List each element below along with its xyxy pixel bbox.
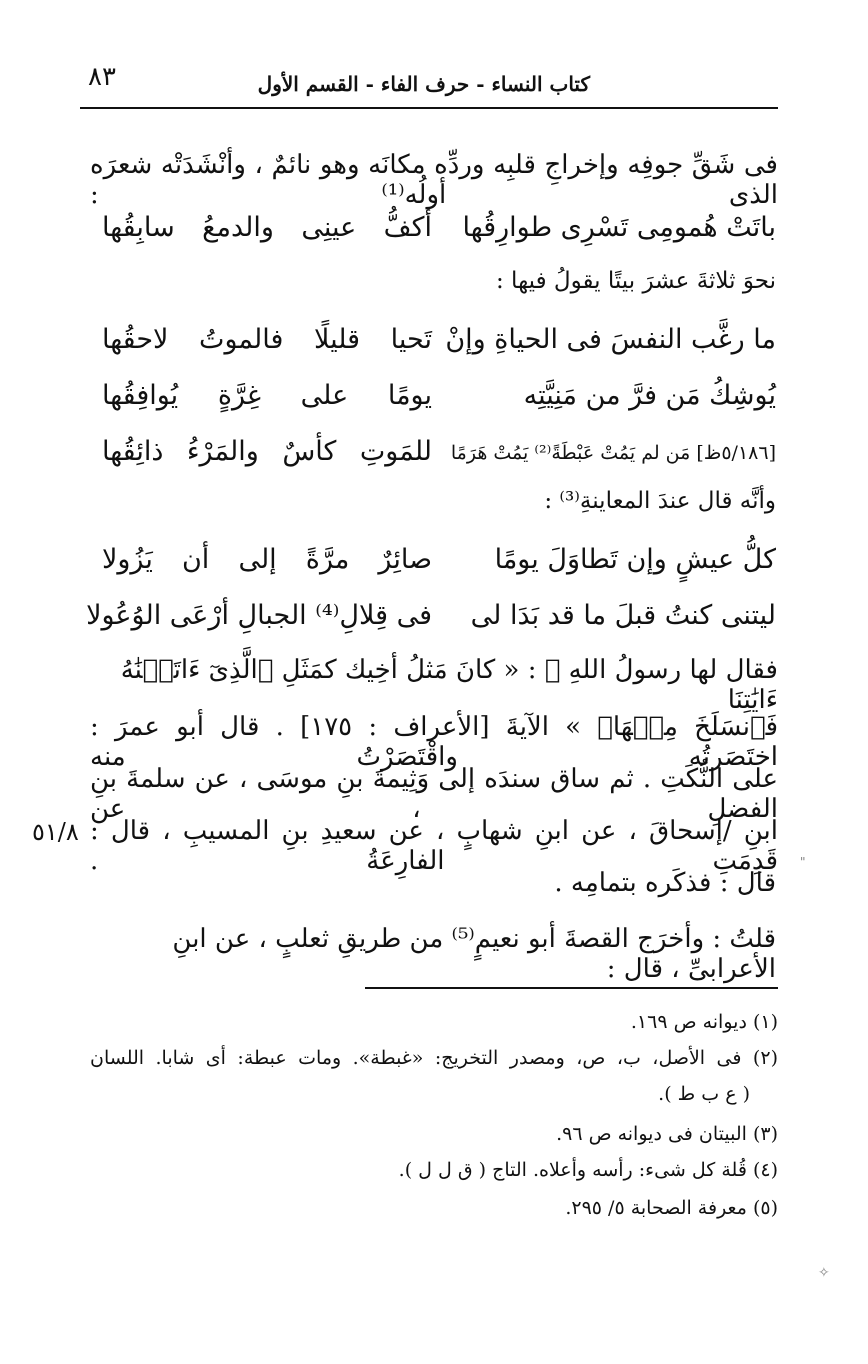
verse-row bbox=[102, 380, 776, 424]
verse-text: مَن لم يَمُتْ عَبْطَةً⁽²⁾ يَمُتْ هَرَمًا bbox=[450, 442, 691, 464]
verse-second-hemistich: أكفُّ عينِى والدمعُ سابِقُها bbox=[102, 212, 432, 243]
scan-mark: ✧ bbox=[818, 1265, 830, 1281]
verse-row bbox=[86, 600, 776, 644]
verse-row bbox=[102, 436, 776, 480]
body-line: قال : فذكَره بتمامِه . bbox=[554, 868, 776, 898]
verse-second-hemistich: فى قِلالِ⁽⁴⁾ الجبالِ أرْعَى الوُعُولا bbox=[86, 600, 432, 631]
verse-second-hemistich: يومًا على غِرَّةٍ يُوافِقُها bbox=[102, 380, 432, 411]
verse-second-hemistich: للمَوتِ كأسٌ والمَرْءُ ذائِقُها bbox=[102, 436, 432, 467]
footnote-rule bbox=[365, 987, 778, 989]
verse-first-hemistich: باتَتْ هُمومِى تَسْرِى طوارِقُها bbox=[462, 212, 776, 243]
body-line: ابنِ /إسحاقَ ، عن ابنِ شهابٍ ، عن سعيدِ بنِ المسيبِ ، قال : قَدِمَتِ الفارِعَةُ . bbox=[90, 816, 778, 876]
body-line: فى شَقِّ جوفِه وإخراجِ قلبِه وردِّه مكانَه وهو نائمٌ ، وأنْشَدَتْه شعرَه الذى أولُه⁽¹⁾ : bbox=[90, 150, 778, 210]
verse-first-hemistich bbox=[446, 442, 776, 464]
body-line: وأنَّه قال عندَ المعاينةِ⁽³⁾ : bbox=[544, 488, 776, 514]
margin-note: ٥١/٨ bbox=[32, 818, 79, 846]
margin-mark: " bbox=[800, 855, 806, 869]
header-rule bbox=[80, 107, 778, 109]
verse-first-hemistich: ما رغَّب النفسَ فى الحياةِ وإنْ bbox=[445, 324, 776, 355]
verse-row bbox=[102, 544, 776, 588]
verse-row bbox=[102, 212, 776, 256]
folio-reference: [٥/١٨٦ظ] bbox=[696, 442, 776, 464]
footnote: (٤) قُلة كل شىء: رأسه وأعلاه. التاج ( ق ل ل ). bbox=[398, 1159, 778, 1181]
verse-first-hemistich: كلُّ عيشٍ وإن تَطاوَلَ يومًا bbox=[494, 544, 776, 575]
footnote: (٣) البيتان فى ديوانه ص ٩٦. bbox=[556, 1123, 778, 1145]
body-line: فَٱنسَلَخَ مِنۡهَا﴾ » الآيةَ [الأعراف : ١٧٥] . قال أبو عمرَ : اختَصَرتُه واقْتَصَرْتُ منه bbox=[90, 712, 778, 772]
verse-second-hemistich: صائِرٌ مرَّةً إلى أن يَزُولا bbox=[102, 544, 432, 575]
verse-second-hemistich: تَحيا قليلًا فالموتُ لاحقُها bbox=[102, 324, 432, 355]
footnote: (١) ديوانه ص ١٦٩. bbox=[630, 1011, 778, 1033]
verse-row bbox=[102, 324, 776, 368]
body-line: على النُّكَتِ . ثم ساق سندَه إلى وَثِيمةَ بنِ موسَى ، عن سلمةَ بنِ الفضلِ ، عن bbox=[90, 764, 778, 824]
page-number: ٨٣ bbox=[88, 62, 116, 92]
verse-first-hemistich: ليتنى كنتُ قبلَ ما قد بَدَا لى bbox=[470, 600, 776, 631]
body-line: نحوَ ثلاثةَ عشرَ بيتًا يقولُ فيها : bbox=[496, 268, 776, 294]
footnote: (٥) معرفة الصحابة ٥/ ٢٩٥. bbox=[565, 1197, 778, 1219]
body-line: فقال لها رسولُ اللهِ ﷺ : « كانَ مَثلُ أخِيك كمَثَلِ ﴿الَّذِىٓ ءَاتَيۡنَٰهُ ءَايَٰتِنَا bbox=[120, 655, 778, 715]
body-line: قلتُ : وأخرَج القصةَ أبو نعيمٍ⁽⁵⁾ من طريقِ ثعلبٍ ، عن ابنِ الأعرابىِّ ، قال : bbox=[172, 924, 776, 984]
running-head: كتاب النساء - حرف الفاء - القسم الأول bbox=[257, 72, 590, 96]
footnote-continuation: ( ع ب ط ). bbox=[658, 1083, 750, 1105]
verse-first-hemistich: يُوشِكُ مَن فرَّ من مَنِيَّتِه bbox=[523, 380, 776, 411]
footnote: (٢) فى الأصل، ب، ص، ومصدر التخريج: «غبطة». ومات عبطة: أى شابا. اللسان bbox=[90, 1047, 778, 1069]
